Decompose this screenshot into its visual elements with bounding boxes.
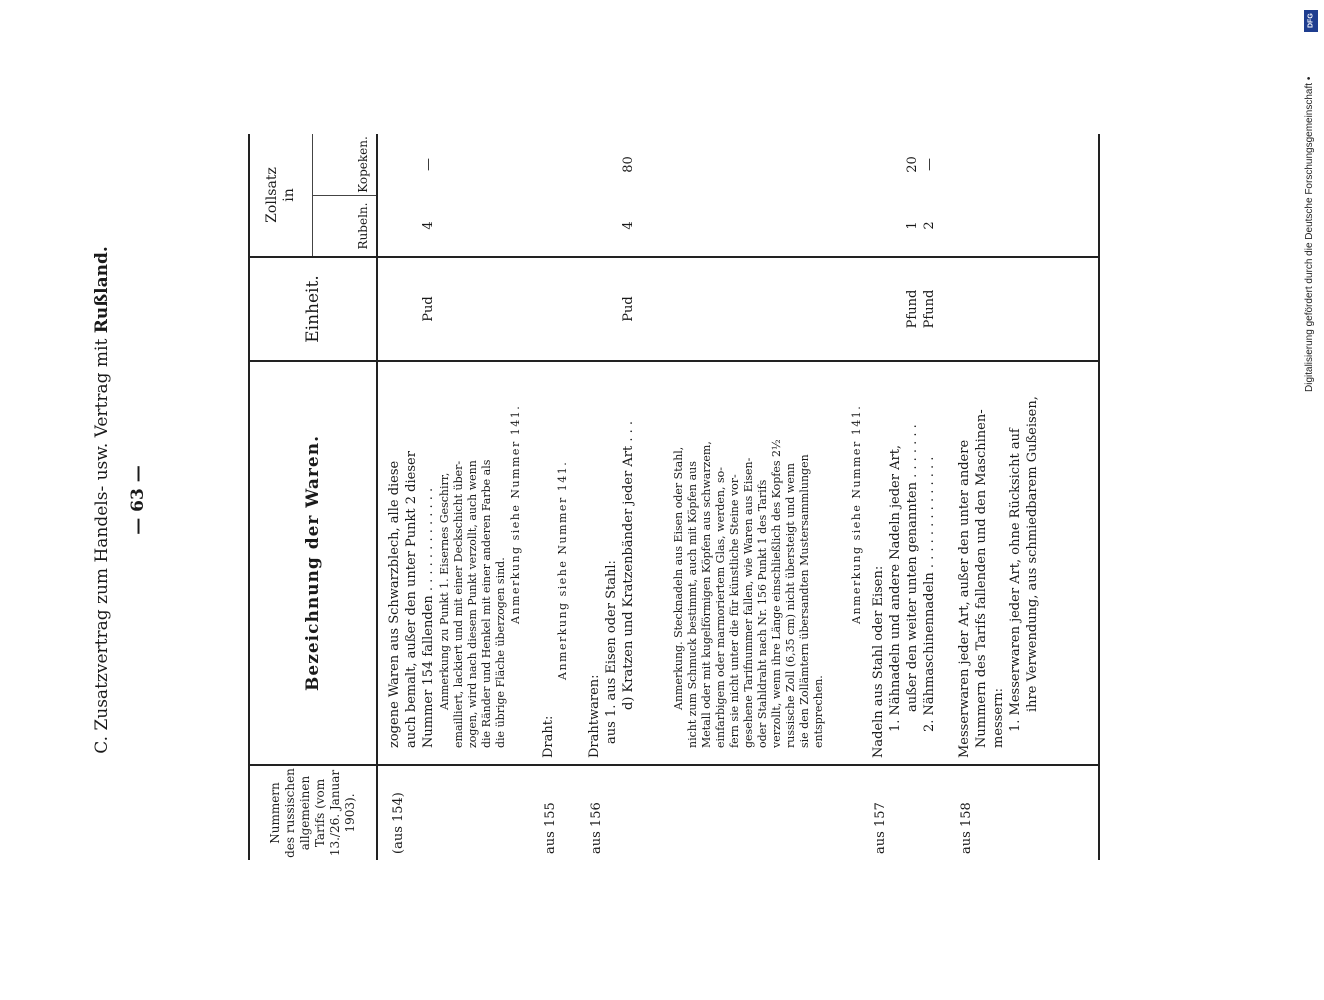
row-unit: Pud [421,296,436,322]
row-line: ihre Verwendung, aus schmiedbarem Gußeisen, [1025,396,1040,712]
row-number: aus 155 [543,802,558,854]
header-kopeks: Kopeken. [356,136,370,193]
note-line: Anmerkung. Stecknadeln aus Eisen oder Stahl, [672,446,685,710]
note-line: fern sie nicht unter die für künstliche Steine vor- [728,474,741,748]
note-line: nicht zum Schmuck bestimmt, auch mit Köpfen aus [686,461,699,748]
header-rubles: Rubeln. [312,195,376,256]
note-line: Anmerkung zu Punkt 1. Eisernes Geschirr, [438,472,451,710]
row-kopeks: — [922,158,937,171]
row-number: (aus 154) [391,792,406,854]
note-reference: Anmerkung siehe Nummer 141. [850,404,863,624]
running-title: C. Zusatzvertrag zum Handels- usw. Vertrag mit Rußland. [92,246,112,754]
note-reference: Anmerkung siehe Nummer 141. [556,460,569,680]
note-line: die übrige Fläche überzogen sind. [494,557,507,748]
row-unit: Pfund [922,289,937,329]
header-numbers: Nummern des russischen allgemeinen Tarifs (vom 13./26. Januar 1903). [268,768,357,858]
note-line: emailliert, lackiert und mit einer Deckschicht über- [452,460,465,748]
note-line: zogen, wird nach diesem Punkt verzollt, auch wenn [466,460,479,748]
note-reference: Anmerkung siehe Nummer 141. [509,404,522,624]
row-line: auch bemalt, außer den unter Punkt 2 dieser [404,451,419,748]
row-number: aus 157 [873,802,888,854]
row-line: zogene Waren aus Schwarzblech, alle diese [387,460,402,748]
row-rubles: 2 [922,221,937,230]
row-sub: aus 1. aus Eisen oder Stahl: [604,560,619,744]
tariff-table [248,134,1100,860]
note-line: verzollt, wenn ihre Länge einschließlich des Kopfes 2½ [770,439,783,748]
note-line: entsprechen. [812,675,825,748]
row-kopeks: 80 [621,156,636,173]
row-sub: d) Kratzen und Kratzenbänder jeder Art . . . [621,420,636,710]
note-line: sie den Zollämtern übersandten Mustersammlungen [798,454,811,748]
row-line: 1. Messerwaren jeder Art, ohne Rücksicht auf [1008,428,1023,732]
row-label: Drahtwaren: [587,674,602,758]
row-line: Nummer 154 fallenden . . . . . . . . . . . . . [421,487,436,748]
header-rate: Zollsatz in [250,134,313,256]
row-line: Nummern des Tarifs fallenden und den Maschinen- [974,409,989,748]
row-rubles: 4 [421,221,436,230]
note-line: oder Stahldraht nach Nr. 156 Punkt 1 des Tarifs [756,479,769,748]
header-description: Bezeichnung der Waren. [302,435,323,691]
row-label: Nadeln aus Stahl oder Eisen: [871,565,886,758]
row-unit: Pfund [905,289,920,329]
funding-credit [1304,0,1320,1000]
row-kopeks: 20 [905,156,920,173]
row-number: aus 158 [959,802,974,854]
row-label: Draht: [541,715,556,758]
dfg-logo-icon: DFG [1304,10,1318,32]
row-line: messern: [991,687,1006,748]
page-number: — 63 — [128,465,148,535]
credit-text: Digitalisierung gefördert durch die Deutsche Forschungsgemeinschaft • [1304,76,1315,392]
row-kopeks: — [421,158,436,171]
header-unit: Einheit. [302,275,323,343]
row-unit: Pud [621,296,636,322]
row-rubles: 4 [621,221,636,230]
note-line: Metall oder mit kugelförmigen Köpfen aus schwarzem, [700,441,713,748]
row-item: außer den weiter unten genannten . . . . . . . [905,424,920,712]
table-header [250,134,378,860]
row-line: Messerwaren jeder Art, außer den unter andere [957,439,972,758]
note-line: einfarbigem oder marmoriertem Glas, werden, so- [714,467,727,748]
note-line: gesehene Tarifnummer fallen, wie Waren aus Eisen- [742,457,755,748]
row-rubles: 1 [905,221,920,230]
row-number: aus 156 [589,802,604,854]
note-line: die Ränder und Henkel mit einer anderen Farbe als [480,459,493,748]
note-line: russische Zoll (6,35 cm) nicht übersteigt und wenn [784,462,797,748]
row-item: 2. Nähmaschinennadeln . . . . . . . . . . . . . . [922,456,937,732]
row-item: 1. Nähnadeln und andere Nadeln jeder Art, [888,444,903,732]
